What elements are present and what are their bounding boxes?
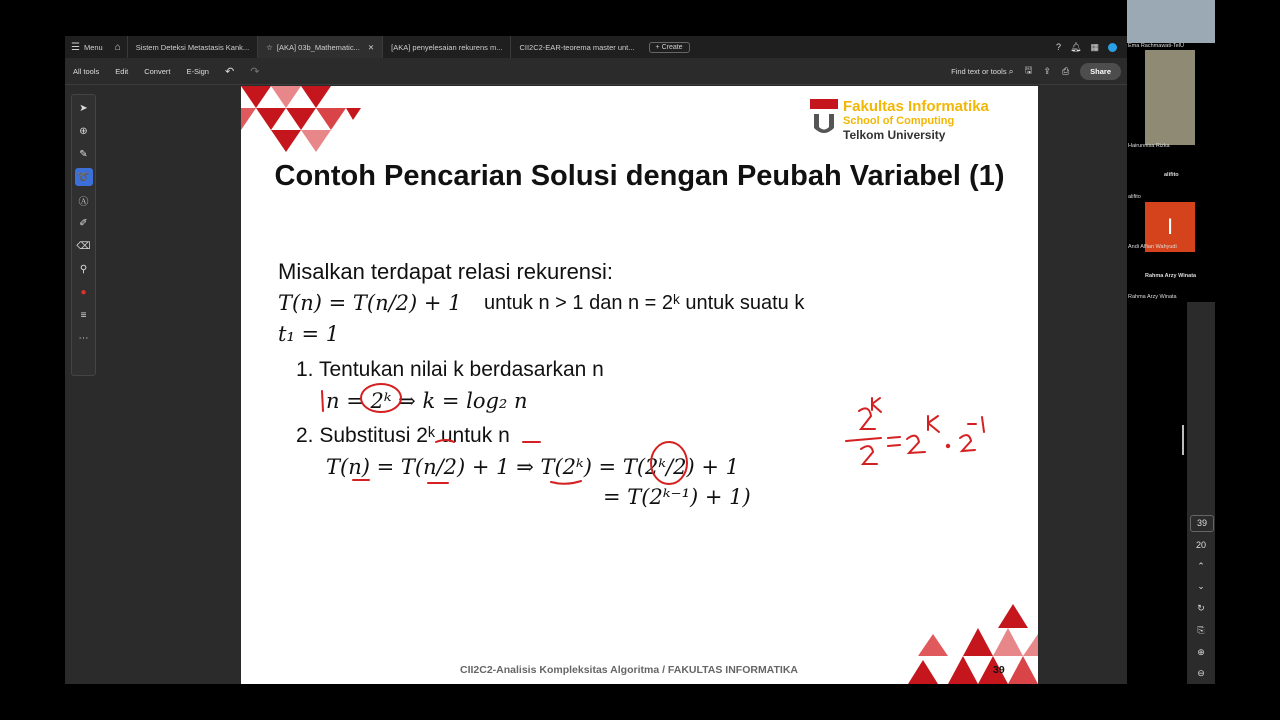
recurrence-formula: T(n) = T(n/2) + 1 [278, 291, 462, 315]
triangle-decoration-top [241, 86, 381, 166]
left-tool-palette [71, 94, 96, 376]
star-icon: ☆ [266, 42, 273, 52]
pin-icon[interactable]: ⚲ [79, 263, 88, 275]
tab-0[interactable]: Sistem Deteksi Metastasis Kank... [127, 36, 257, 58]
faculty-logo: Fakultas Informatika School of Computing Telkom University [808, 94, 1038, 144]
zoom-out-icon[interactable]: ⊖ [1197, 668, 1205, 678]
next-page-icon[interactable]: ⌄ [1197, 581, 1205, 591]
tab-2[interactable]: [AKA] penyelesaian rekurens m... [382, 36, 510, 58]
menu-button[interactable]: ☰ Menu [71, 41, 103, 53]
create-button[interactable]: + Create [649, 42, 690, 53]
participant-name: Andi Alfian Wahyudi [1128, 244, 1177, 250]
cursor-icon[interactable]: ➤ [79, 102, 88, 114]
slide-page-number: 39 [993, 664, 1005, 676]
close-icon[interactable]: ✕ [367, 42, 375, 52]
help-icon[interactable]: ? [1056, 42, 1062, 52]
edit-button[interactable]: Edit [115, 66, 129, 76]
upload-icon[interactable]: ⇪ [1043, 65, 1051, 76]
text-box-icon[interactable]: Ⓐ [78, 196, 89, 208]
ink-note-minus1 [968, 417, 984, 432]
rotate-icon[interactable]: ↻ [1197, 603, 1205, 613]
step-1-formula: n = 2ᵏ ⇒ k = log₂ n [326, 389, 528, 413]
prev-page-icon[interactable]: ⌃ [1197, 561, 1205, 571]
tab-1[interactable]: ☆ [AKA] 03b_Mathematic... ✕ [257, 36, 382, 58]
share-button[interactable]: Share [1080, 63, 1121, 80]
convert-button[interactable]: Convert [144, 66, 171, 76]
meeting-panel [1127, 0, 1215, 302]
slide-title: Contoh Pencarian Solusi dengan Peubah Variabel (1) [274, 160, 1005, 192]
participant-name: Ema Rachmawati-TelU [1128, 43, 1184, 49]
more-icon[interactable]: ⋯ [78, 332, 89, 344]
home-icon: ⌂ [114, 41, 121, 53]
home-button[interactable] [109, 36, 127, 58]
apps-icon[interactable]: ▦ [1090, 41, 1099, 52]
zoom-icon[interactable]: ⊕ [79, 125, 88, 137]
eraser-icon[interactable]: ⌫ [76, 240, 91, 252]
esign-button[interactable]: E-Sign [186, 66, 209, 76]
triangle-decoration-bottom [898, 594, 1038, 684]
step-2-formula-1: T(n) = T(n/2) + 1 ⇒ T(2ᵏ) = T(2ᵏ/2) + 1 [326, 455, 739, 479]
lasso-icon[interactable]: ➰ [75, 168, 93, 186]
pdf-viewer-window [65, 36, 1127, 684]
red-dot-icon[interactable]: ● [80, 286, 87, 298]
ink-note-k [872, 398, 881, 412]
ink-note-dot [947, 445, 949, 447]
ink-bar [322, 391, 323, 411]
bell-icon[interactable]: 🔔︎ [1070, 41, 1082, 52]
tab-3[interactable]: CII2C2-EAR-teorema master unt... [510, 36, 642, 58]
toolbar-right [951, 58, 1127, 84]
find-text-button[interactable]: Find text or tools ⌕ [951, 65, 1014, 76]
step-1: 1. Tentukan nilai k berdasarkan n [296, 358, 604, 381]
participant-name: Rahma Arzy Winata [1145, 273, 1197, 279]
page-number-input[interactable]: 39 [1190, 515, 1214, 532]
ink-note-eq [888, 437, 900, 446]
search-icon: ⌕ [1008, 65, 1014, 76]
plus-icon: + [655, 43, 660, 51]
ink-note-k2 [928, 416, 939, 432]
participant-name: Hairunnisa Rizka [1128, 143, 1170, 149]
all-tools-button[interactable]: All tools [73, 66, 100, 76]
step-2-formula-2: = T(2ᵏ⁻¹) + 1) [603, 485, 751, 509]
slide-footer: CII2C2-Analisis Kompleksitas Algoritma / FAKULTAS INFORMATIKA [460, 664, 798, 676]
hamburger-icon: ☰ [71, 41, 80, 53]
lines-icon[interactable]: ≡ [80, 309, 87, 321]
main-toolbar [65, 58, 1127, 85]
participant-name: alifito [1128, 194, 1141, 200]
participant-name: alifito [1164, 172, 1179, 178]
ink-note-2b [907, 436, 925, 453]
profile-icon[interactable] [1108, 43, 1117, 52]
zoom-in-icon[interactable]: ⊕ [1197, 647, 1205, 657]
ink-note-2k [859, 408, 875, 429]
total-pages: 20 [1195, 540, 1206, 550]
participant-name: Rahma Arzy Winata [1128, 294, 1177, 300]
extract-icon[interactable]: ⎘ [1197, 625, 1205, 635]
redo-icon[interactable]: ↷ [250, 65, 260, 78]
ink-note-fracbar [846, 438, 881, 441]
video-tile-0[interactable] [1127, 0, 1215, 43]
scroll-handle[interactable] [1182, 425, 1184, 455]
ink-note-2c [960, 435, 975, 451]
step-2: 2. Substitusi 2ᵏ untuk n [296, 424, 510, 447]
intro-text: Misalkan terdapat relasi rekurensi: [278, 259, 614, 284]
base-case: t₁ = 1 [278, 322, 340, 346]
pdf-slide [241, 86, 1038, 684]
stamp-icon[interactable]: ✐ [79, 217, 88, 229]
undo-icon[interactable]: ↶ [224, 65, 235, 78]
video-tile-1[interactable] [1145, 50, 1195, 145]
avatar[interactable]: I [1145, 202, 1195, 252]
condition-text: untuk n > 1 dan n = 2ᵏ untuk suatu k [484, 292, 805, 314]
telkom-logo-icon [810, 96, 840, 141]
print-icon[interactable]: ⎙ [1061, 65, 1070, 76]
ink-underline-t2k [551, 481, 581, 484]
ink-note-2-den [861, 446, 877, 464]
pen-icon[interactable]: ✎ [79, 148, 88, 160]
tab-bar [65, 36, 1127, 58]
tab-bar-actions [1056, 36, 1117, 58]
save-icon[interactable]: 🖫︎ [1024, 65, 1033, 75]
